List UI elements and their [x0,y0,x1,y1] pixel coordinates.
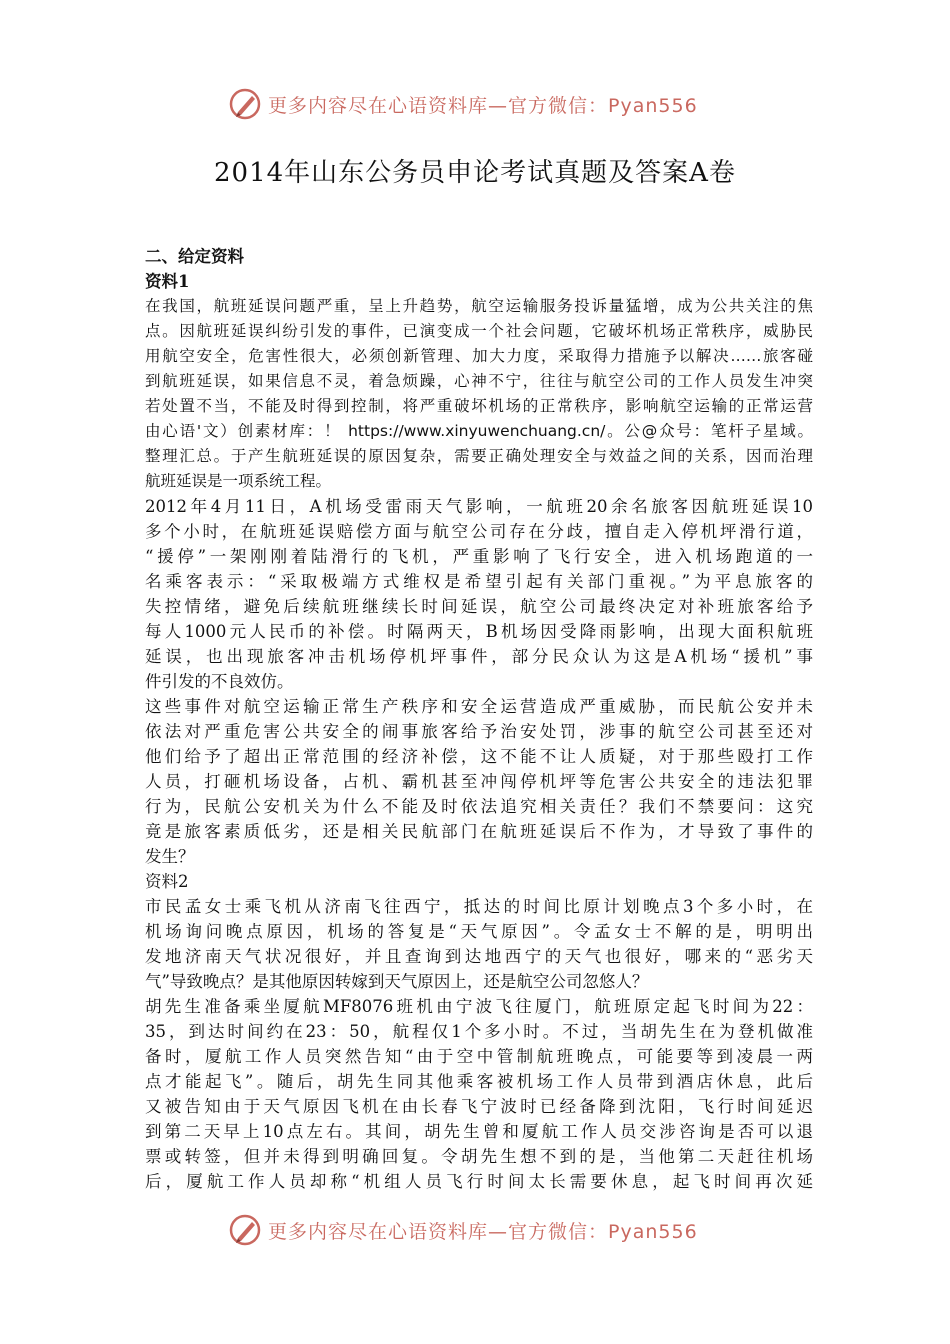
text-line: 名乘客表示：“采取极端方式维权是希望引起有关部门重视。”为平息旅客的 [145,572,813,591]
text-line: 多个小时，在航班延误赔偿方面与航空公司存在分歧，擅自走入停机坪滑行道， [145,522,813,541]
text-line: 35，到达时间约在23：50，航程仅1个多小时。不过，当胡先生在为登机做准 [145,1022,813,1041]
banner-text: 更多内容尽在心语资料库—官方微信：Pyan556 [268,1220,698,1243]
text-line: 票或转签，但并未得到明确回复。令胡先生想不到的是，当他第二天赶往机场 [145,1147,813,1166]
text-line: 每人1000元人民币的补偿。时隔两天，B机场因受降雨影响，出现大面积航班 [145,622,813,641]
footer-banner [228,1210,748,1250]
document-body [145,244,813,1194]
text-line: 点才能起飞”。随后，胡先生同其他乘客被机场工作人员带到酒店休息，此后 [145,1072,813,1091]
text-line: 资料2 [145,872,189,891]
text-line: 备时，厦航工作人员突然告知“由于空中管制航班晚点，可能要等到凌晨一两 [145,1047,813,1066]
text-line: 资料1 [145,272,190,291]
text-line: 由心语'文）创素材库：！ https://www.xinyuwenchuang.cn/。公@众号：笔杆子星域。 [145,422,813,440]
text-line: 点。因航班延误纠纷引发的事件，已演变成一个社会问题，它破坏机场正常秩序，威胁民 [145,322,813,340]
document-title: 2014年山东公务员申论考试真题及答案A卷 [214,158,736,188]
text-line: 延误，也出现旅客冲击机场停机坪事件，部分民众认为这是A机场“援机”事 [145,647,813,666]
text-line: 发生？ [145,847,195,866]
text-line: 发地济南天气状况很好，并且查询到达地西宁的天气也很好，哪来的“恶劣天 [145,947,813,966]
pen-logo-icon [228,87,262,121]
text-line: 若处置不当，不能及时得到控制，将严重破坏机场的正常秩序，影响航空运输的正常运营 [145,397,813,415]
text-line: 市民孟女士乘飞机从济南飞往西宁，抵达的时间比原计划晚点3个多小时，在 [145,897,813,916]
text-line: 到第二天早上10点左右。其间，胡先生曾和厦航工作人员交涉咨询是否可以退 [145,1122,813,1141]
text-line: 失控情绪，避免后续航班继续长时间延误，航空公司最终决定对补班旅客给予 [145,597,813,616]
text-line: 依法对严重危害公共安全的闹事旅客给予治安处罚，涉事的航空公司甚至还对 [145,722,813,741]
text-line: 2012年4月11日，A机场受雷雨天气影响，一航班20余名旅客因航班延误10 [145,497,813,516]
text-line: 他们给予了超出正常范围的经济补偿，这不能不让人质疑，对于那些殴打工作 [145,747,813,766]
text-line: 在我国，航班延误问题严重，呈上升趋势，航空运输服务投诉量猛增，成为公共关注的焦 [145,297,813,315]
text-line: 人员，打砸机场设备，占机、霸机甚至冲闯停机坪等危害公共安全的违法犯罪 [145,772,813,791]
text-line: 整理汇总。于产生航班延误的原因复杂，需要正确处理安全与效益之间的关系，因而治理 [145,447,813,465]
text-line: 到航班延误，如果信息不灵，着急烦躁，心神不宁，往往与航空公司的工作人员发生冲突 [145,372,813,390]
text-line: 行为，民航公安机关为什么不能及时依法追究相关责任？我们不禁要问：这究 [145,797,813,816]
text-line: 航班延误是一项系统工程。 [145,472,332,490]
pen-logo-icon [228,1213,262,1247]
text-line: 用航空安全，危害性很大，必须创新管理、加大力度，采取得力措施予以解决……旅客碰 [145,347,813,365]
banner-text: 更多内容尽在心语资料库—官方微信：Pyan556 [268,94,698,117]
text-line: 件引发的不良效仿。 [145,672,294,691]
header-banner [228,84,748,124]
text-line: 这些事件对航空运输正常生产秩序和安全运营造成严重威胁，而民航公安并未 [145,697,813,716]
text-line: 后，厦航工作人员却称“机组人员飞行时间太长需要休息，起飞时间再次延 [145,1172,813,1191]
text-line: 竟是旅客素质低劣，还是相关民航部门在航班延误后不作为，才导致了事件的 [145,822,813,841]
text-line: 机场询问晚点原因，机场的答复是“天气原因”。令孟女士不解的是，明明出 [145,922,813,941]
text-line: 又被告知由于天气原因飞机在由长春飞宁波时已经备降到沈阳，飞行时间延迟 [145,1097,813,1116]
text-line: 胡先生准备乘坐厦航MF8076班机由宁波飞往厦门，航班原定起飞时间为22： [145,997,813,1016]
text-line: “援停”一架刚刚着陆滑行的飞机，严重影响了飞行安全，进入机场跑道的一 [145,547,813,566]
text-line: 气”导致晚点？是其他原因转嫁到天气原因上，还是航空公司忽悠人？ [145,972,649,991]
text-line: 二、给定资料 [145,247,244,266]
